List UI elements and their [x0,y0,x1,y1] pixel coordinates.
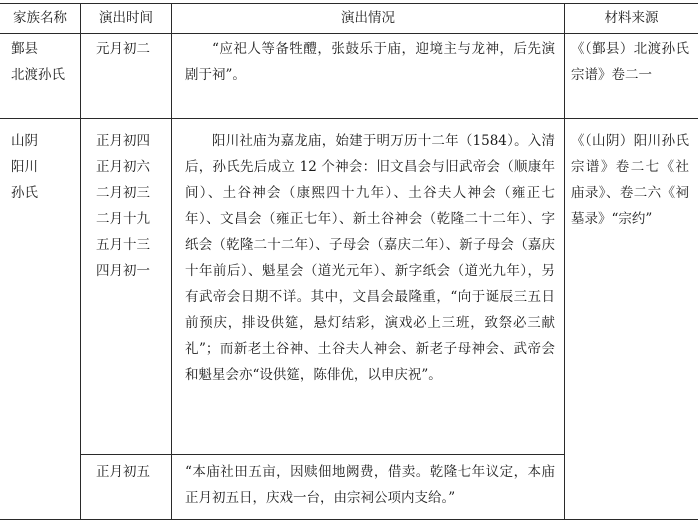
row2-time: 五月十三 [96,237,150,253]
row2-source: 《（山阴）阳川孙氏宗谱》卷二七《社庙录》、卷二六《祠墓录》“宗约” [571,133,689,227]
row1-family-line: 鄞县 [11,41,38,57]
row2-description: 阳川社庙为嘉龙庙，始建于明万历十二年（1584）。入清后，孙氏先后成立 12 个神会：旧文昌会与旧武帝会（顺康年间）、土谷神会（康熙四十九年）、土谷夫人神会（雍正七年）、文昌会（雍正七年）、新土谷神会（乾隆二十二年）、字纸会（乾隆二十二年）、子母会（嘉庆二年）、新子母会（嘉庆十年前后）、魁星会（道光元年）、新字纸会（道光九年），另有武帝会日期不详。其中，文昌会最隆重，“向于诞辰三五日前预庆，排设供筵，悬灯结彩，演戏必上三班，致祭必三献礼”；而新老土谷神、土谷夫人神会、新老子母神会、武帝会和魁星会亦“设供筵，陈俳优，以申庆祝”。 [185,133,555,383]
row1-time: 元月初二 [96,41,150,57]
row2-family-line: 阳川 [11,159,38,175]
header-bottom-border [0,33,698,34]
table-top-border [0,3,698,4]
row2-time: 四月初一 [96,263,150,279]
row2-time: 二月十九 [96,211,150,227]
row1-family [11,36,79,88]
header-description: 演出情况 [341,10,395,26]
header-family: 家族名称 [13,10,67,26]
row1-family-line: 北渡孙氏 [11,67,65,83]
row2-time: 正月初四 [96,133,150,149]
row2-time: 正月初六 [96,159,150,175]
row2-time: 二月初三 [96,185,150,201]
row1-bottom-border [0,118,698,119]
col-divider-1 [80,3,81,520]
row2-family-line: 孙氏 [11,185,38,201]
row2-family [11,128,79,206]
row1-description: “应祀人等备牲醴，张鼓乐于庙，迎境主与龙神，后先演剧于祠”。 [185,41,555,83]
header-time: 演出时间 [99,10,153,26]
row3-description: “本庙社田五亩，因赎佃地阙费，借卖。乾隆七年议定，本庙正月初五日，庆戏一台，由宗祠公项内支给。” [185,464,555,506]
row3-top-border [80,454,564,455]
col-divider-2 [171,3,172,520]
col-divider-3 [564,3,565,520]
row3-time: 正月初五 [96,464,150,480]
row2-family-line: 山阴 [11,133,38,149]
table-bottom-border [0,519,698,520]
row2-times [96,128,170,284]
row1-source: 《（鄞县）北渡孙氏宗谱》卷二一 [571,41,689,83]
header-source: 材料来源 [604,10,659,26]
